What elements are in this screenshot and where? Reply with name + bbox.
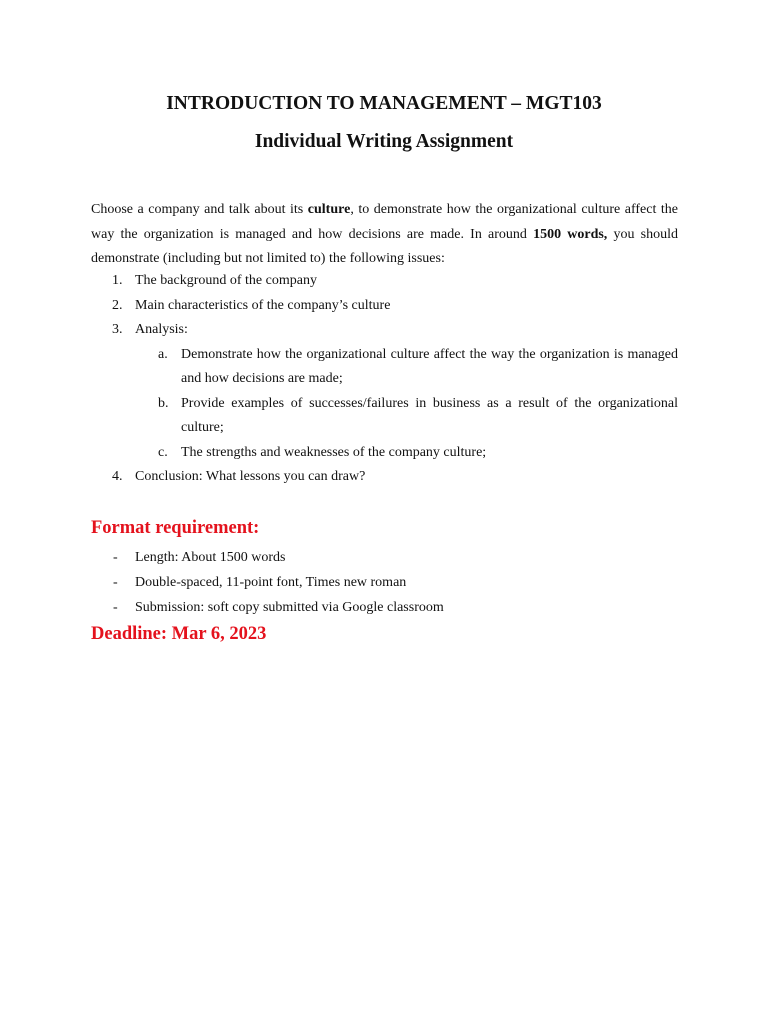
intro-paragraph	[91, 198, 678, 272]
format-item-spacing-font	[0, 571, 678, 596]
dash-bullet: -	[113, 550, 118, 565]
intro-text-1: Choose a company and talk about its	[91, 202, 308, 217]
format-item-submission	[0, 596, 678, 621]
issue-text: Conclusion: What lessons you can draw?	[135, 469, 366, 484]
issue-item-3	[0, 318, 678, 343]
analysis-marker: a.	[158, 346, 168, 362]
format-item-text: Submission: soft copy submitted via Google classroom	[135, 599, 444, 615]
intro-text-2: , to demonstrate how the organizational culture affect the way the organization is managed and how decisions are made. In around	[91, 202, 678, 242]
document-subtitle: Individual Writing Assignment	[254, 131, 514, 152]
format-item-length	[0, 546, 678, 571]
format-item-text: Double-spaced, 11-point font, Times new roman	[135, 574, 407, 590]
analysis-item-b	[0, 392, 678, 441]
issue-text: Main characteristics of the company’s culture	[135, 297, 391, 313]
issue-marker: 4.	[112, 469, 123, 484]
document-title: INTRODUCTION TO MANAGEMENT – MGT103	[166, 93, 602, 114]
analysis-item-c	[0, 441, 678, 466]
analysis-marker: c.	[158, 444, 168, 460]
issue-marker: 3.	[112, 322, 123, 337]
issues-list	[0, 269, 768, 490]
format-item-text: Length: About 1500 words	[135, 550, 286, 565]
issue-item-1	[0, 269, 678, 294]
dash-bullet: -	[113, 574, 118, 590]
intro-bold-word-count: 1500 words,	[533, 226, 608, 242]
analysis-text: Demonstrate how the organizational culture affect the way the organization is managed and how decisions are made;	[181, 346, 678, 386]
intro-bold-culture: culture	[307, 202, 351, 217]
issue-marker: 2.	[112, 297, 123, 313]
analysis-text: The strengths and weaknesses of the company culture;	[181, 444, 487, 460]
issue-item-4	[0, 465, 678, 490]
analysis-item-a	[0, 343, 678, 392]
issue-text: Analysis:	[135, 322, 188, 337]
format-requirement-heading: Format requirement:	[91, 518, 260, 538]
deadline-heading: Deadline: Mar 6, 2023	[91, 624, 267, 644]
analysis-marker: b.	[158, 395, 169, 411]
issue-marker: 1.	[112, 273, 123, 288]
format-requirement-list	[0, 546, 768, 620]
analysis-text: Provide examples of successes/failures in business as a result of the organizational culture;	[181, 395, 678, 435]
dash-bullet: -	[113, 599, 118, 615]
issue-text: The background of the company	[135, 273, 317, 288]
intro-text-3: you should demonstrate (including but not limited to) the following issues:	[91, 226, 679, 266]
issue-item-2	[0, 294, 678, 319]
